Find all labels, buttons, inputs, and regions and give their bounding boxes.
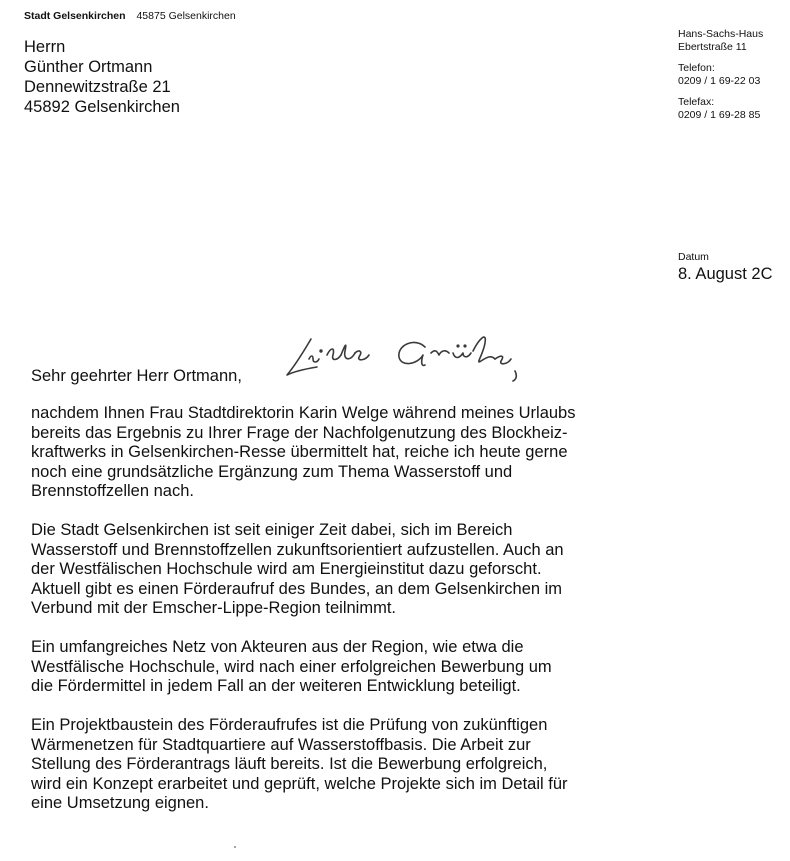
- text-line: noch eine grundsätzliche Ergänzung zum Thema Wasserstoff und: [31, 462, 513, 481]
- text-line: die Fördermittel in jedem Fall an der weiteren Entwicklung beteiligt.: [31, 677, 521, 695]
- signature-text: Liebe Grüße: [275, 325, 281, 326]
- date-label: Datum: [678, 251, 709, 263]
- scan-speck: [234, 846, 236, 848]
- paragraph: [31, 521, 631, 619]
- sender-return-line: [24, 10, 236, 22]
- contact-info: [678, 28, 763, 130]
- address-block: [678, 28, 763, 53]
- phone-block: [678, 62, 763, 87]
- date-value: 8. August 2C: [678, 265, 773, 283]
- handwritten-greeting: [275, 325, 530, 385]
- paragraph: [31, 404, 631, 502]
- text-line: Wasserstoff und Brennstoffzellen zukunftsorientiert aufzustellen. Auch an: [31, 540, 564, 559]
- text-line: Verbund mit der Emscher-Lippe-Region teilnimmt.: [31, 599, 396, 617]
- text-line: Brennstoffzellen nach.: [31, 482, 194, 500]
- text-line: nachdem Ihnen Frau Stadtdirektorin Karin Welge während meines Urlaubs: [31, 404, 576, 422]
- recipient-line: Herrn: [24, 38, 66, 56]
- text-line: bereits das Ergebnis zu Ihrer Frage der Nachfolgenutzung des Blockheiz-: [31, 423, 568, 442]
- sender-city: 45875 Gelsenkirchen: [136, 10, 236, 22]
- text-line: Aktuell gibt es einen Förderaufruf des Bundes, an dem Gelsenkirchen im: [31, 579, 563, 598]
- fax-block: [678, 96, 763, 121]
- text-line: der Westfälischen Hochschule wird am Energieinstitut dazu geforscht.: [31, 560, 542, 578]
- text-line: Ein umfangreiches Netz von Akteuren aus der Region, wie etwa die: [31, 638, 524, 656]
- building-name: Hans-Sachs-Haus: [678, 28, 764, 40]
- text-line: kraftwerks in Gelsenkirchen-Resse übermittelt hat, reiche ich heute gerne: [31, 443, 568, 461]
- recipient-address: [24, 37, 180, 117]
- street-address: Ebertstraße 11: [678, 40, 747, 53]
- paragraph: [31, 716, 631, 814]
- sender-organization: Stadt Gelsenkirchen: [24, 10, 126, 22]
- text-line: Wärmenetzen für Stadtquartiere auf Wasserstoffbasis. Die Arbeit zur: [31, 735, 531, 754]
- recipient-line: Günther Ortmann: [24, 58, 153, 76]
- fax-label: Telefax:: [678, 96, 715, 108]
- text-line: Ein Projektbaustein des Förderaufrufes ist die Prüfung von zukünftigen: [31, 716, 548, 734]
- paragraph: [31, 638, 631, 697]
- phone-number: 0209 / 1 69-22 03: [678, 74, 761, 87]
- text-line: eine Umsetzung eignen.: [31, 794, 209, 812]
- text-line: Stellung des Förderantrags läuft bereits. Ist die Bewerbung erfolgreich,: [31, 755, 548, 773]
- recipient-line: Dennewitzstraße 21: [24, 78, 171, 96]
- text-line: Die Stadt Gelsenkirchen ist seit einiger Zeit dabei, sich im Bereich: [31, 521, 513, 539]
- salutation: Sehr geehrter Herr Ortmann,: [31, 367, 242, 385]
- text-line: Westfälische Hochschule, wird nach einer erfolgreichen Bewerbung um: [31, 657, 552, 676]
- letter-body: [31, 404, 631, 833]
- date-block: [678, 251, 772, 284]
- recipient-line: 45892 Gelsenkirchen: [24, 98, 180, 116]
- fax-number: 0209 / 1 69-28 85: [678, 108, 761, 121]
- text-line: wird ein Konzept erarbeitet und geprüft, welche Projekte sich im Detail für: [31, 774, 568, 793]
- phone-label: Telefon:: [678, 62, 715, 74]
